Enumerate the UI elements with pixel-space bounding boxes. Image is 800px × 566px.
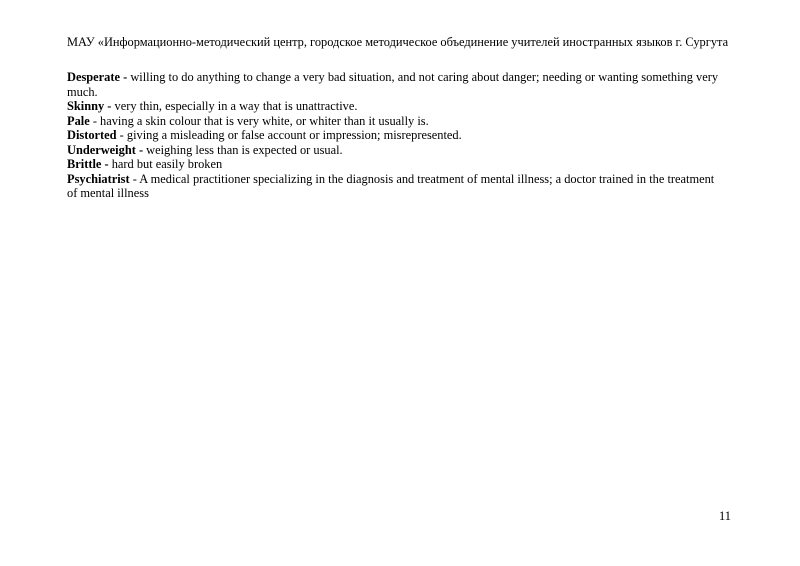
- glossary-definition: having a skin colour that is very white, or whiter than it usually is.: [100, 113, 429, 128]
- glossary-separator: -: [119, 70, 131, 84]
- glossary-entry-skinny: [67, 99, 722, 114]
- glossary-term: Brittle: [67, 157, 102, 171]
- glossary-list: [67, 70, 722, 201]
- glossary-term: Desperate: [67, 70, 120, 84]
- glossary-separator: -: [129, 171, 140, 186]
- glossary-separator: -: [101, 157, 112, 171]
- glossary-entry-psychiatrist: [67, 172, 722, 201]
- glossary-entry-underweight: [67, 143, 722, 158]
- glossary-term: Pale: [67, 113, 90, 128]
- page-header: МАУ «Информационно-методический центр, городское методическое объединение учителей иностранных языков г. Сургута: [67, 35, 729, 49]
- glossary-separator: -: [104, 99, 115, 113]
- glossary-separator: -: [135, 142, 147, 157]
- glossary-entry-pale: [67, 114, 722, 129]
- glossary-entry-desperate: [67, 70, 722, 99]
- glossary-term: Psychiatrist: [67, 171, 130, 186]
- glossary-definition: weighing less than is expected or usual.: [146, 142, 343, 157]
- glossary-term: Skinny: [67, 99, 105, 113]
- glossary-definition: giving a misleading or false account or impression; misrepresented.: [126, 128, 462, 142]
- glossary-definition: A medical practitioner specializing in the diagnosis and treatment of mental illness; a doctor trained in the treatment of mental illness: [67, 171, 715, 200]
- glossary-definition: very thin, especially in a way that is unattractive.: [114, 99, 358, 113]
- glossary-entry-brittle: [67, 157, 722, 172]
- page-number: 11: [719, 509, 731, 523]
- glossary-definition: willing to do anything to change a very bad situation, and not caring about danger; needing or wanting something very much.: [67, 70, 719, 99]
- glossary-definition: hard but easily broken: [111, 157, 223, 171]
- glossary-entry-distorted: [67, 128, 722, 143]
- glossary-term: Underweight: [67, 142, 136, 157]
- glossary-separator: -: [89, 113, 101, 128]
- glossary-term: Distorted: [67, 128, 117, 142]
- glossary-separator: -: [116, 128, 127, 142]
